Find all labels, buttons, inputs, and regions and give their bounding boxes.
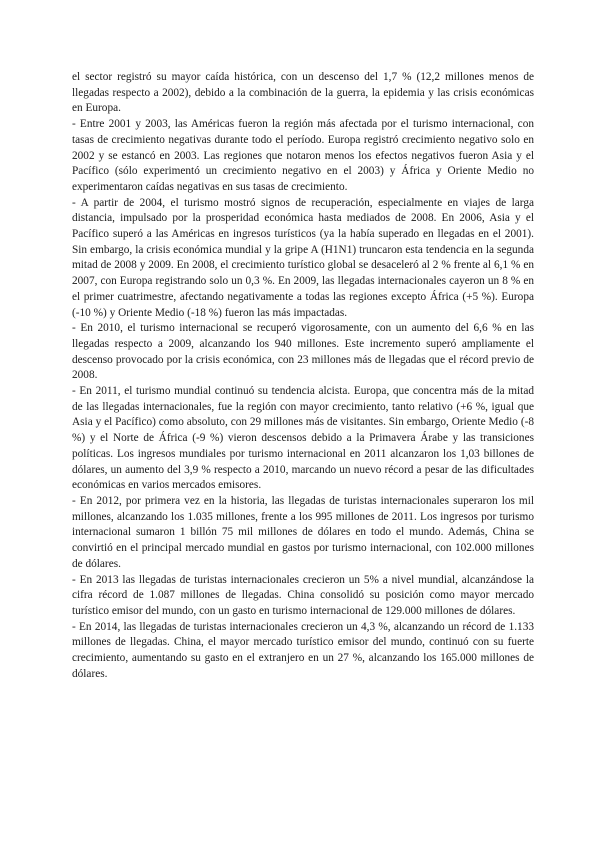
paragraph-2004: - A partir de 2004, el turismo mostró signos de recuperación, especialmente en viajes de larga distancia, impulsado por la prosperidad económica hasta mediados de 2008. En 2006, Asia y el Pacífico superó a las Américas en ingresos turísticos (ya la había superado en llegadas en el 2001). Sin embargo, la crisis económica mundial y la gripe A (H1N1) truncaron esta tendencia en la segunda mitad de 2008 y 2009. En 2008, el crecimiento turístico global se desaceleró al 2 % frente al 6,1 % en 2007, con Europa registrando solo un 0,3 %. En 2009, las llegadas internacionales cayeron un 8 % en el primer cuatrimestre, afectando negativamente a todas las regiones excepto África (+5 %). Europa (-10 %) y Oriente Medio (-18 %) fueron las más impactadas. — [72, 196, 534, 319]
paragraph-continuation: el sector registró su mayor caída histórica, con un descenso del 1,7 % (12,2 millones menos de llegadas respecto a 2002), debido a la combinación de la guerra, la epidemia y las crisis económicas en Europa. — [72, 71, 534, 115]
paragraph-2001-2003: - Entre 2001 y 2003, las Américas fueron la región más afectada por el turismo internacional, con tasas de crecimiento negativas durante todo el período. Europa registró crecimiento negativo solo en 2002 y se estancó en 2003. Las regiones que notaron menos los efectos negativos fueron Asia y el Pacífico (sólo experimentó un crecimiento negativo en el 2003) y África y Oriente Medio no experimentaron caídas negativas en sus tasas de crecimiento. — [72, 118, 534, 193]
paragraph-2014: - En 2014, las llegadas de turistas internacionales crecieron un 4,3 %, alcanzando un récord de 1.133 millones de llegadas. China, el mayor mercado turístico emisor del mundo, continuó con su fuerte crecimiento, aumentando su gasto en el extranjero en un 27 %, alcanzando los 165.000 millones de dólares. — [72, 620, 534, 680]
paragraph-2010: - En 2010, el turismo internacional se recuperó vigorosamente, con un aumento del 6,6 % en las llegadas respecto a 2009, alcanzando los 940 millones. Este incremento superó ampliamente el descenso provocado por la crisis económica, con 23 millones más de llegadas que el récord previo de 2008. — [72, 322, 534, 382]
paragraph-2013: - En 2013 las llegadas de turistas internacionales crecieron un 5% a nivel mundial, alcanzándose la cifra récord de 1.087 millones de llegadas. China consolidó su posición como mayor mercado turístico emisor del mundo, con un gasto en turismo internacional de 129.000 millones de dólares. — [72, 573, 534, 617]
paragraph-2012: - En 2012, por primera vez en la historia, las llegadas de turistas internacionales superaron los mil millones, alcanzando los 1.035 millones, frente a los 995 millones de 2011. Los ingresos por turismo internacional sumaron 1 billón 75 mil millones de dólares en todo el mundo. Además, China se convirtió en el principal mercado mundial en gastos por turismo internacional, con 102.000 millones de dólares. — [72, 494, 534, 570]
body-text — [72, 70, 534, 682]
paragraph-2011: - En 2011, el turismo mundial continuó su tendencia alcista. Europa, que concentra más de la mitad de las llegadas internacionales, fue la región con mayor crecimiento, tanto relativo (+6 %, igual que Asia y el Pacífico) como absoluto, con 29 millones más de visitantes. Sin embargo, Oriente Medio (-8 %) y el Norte de África (-9 %) vieron descensos debido a la Primavera Árabe y las transiciones políticas. Los ingresos mundiales por turismo internacional en 2011 alcanzaron los 1,03 billones de dólares, un aumento del 3,9 % respecto a 2010, marcando un nuevo récord a pesar de las dificultades económicas en varios mercados emisores. — [72, 385, 534, 492]
